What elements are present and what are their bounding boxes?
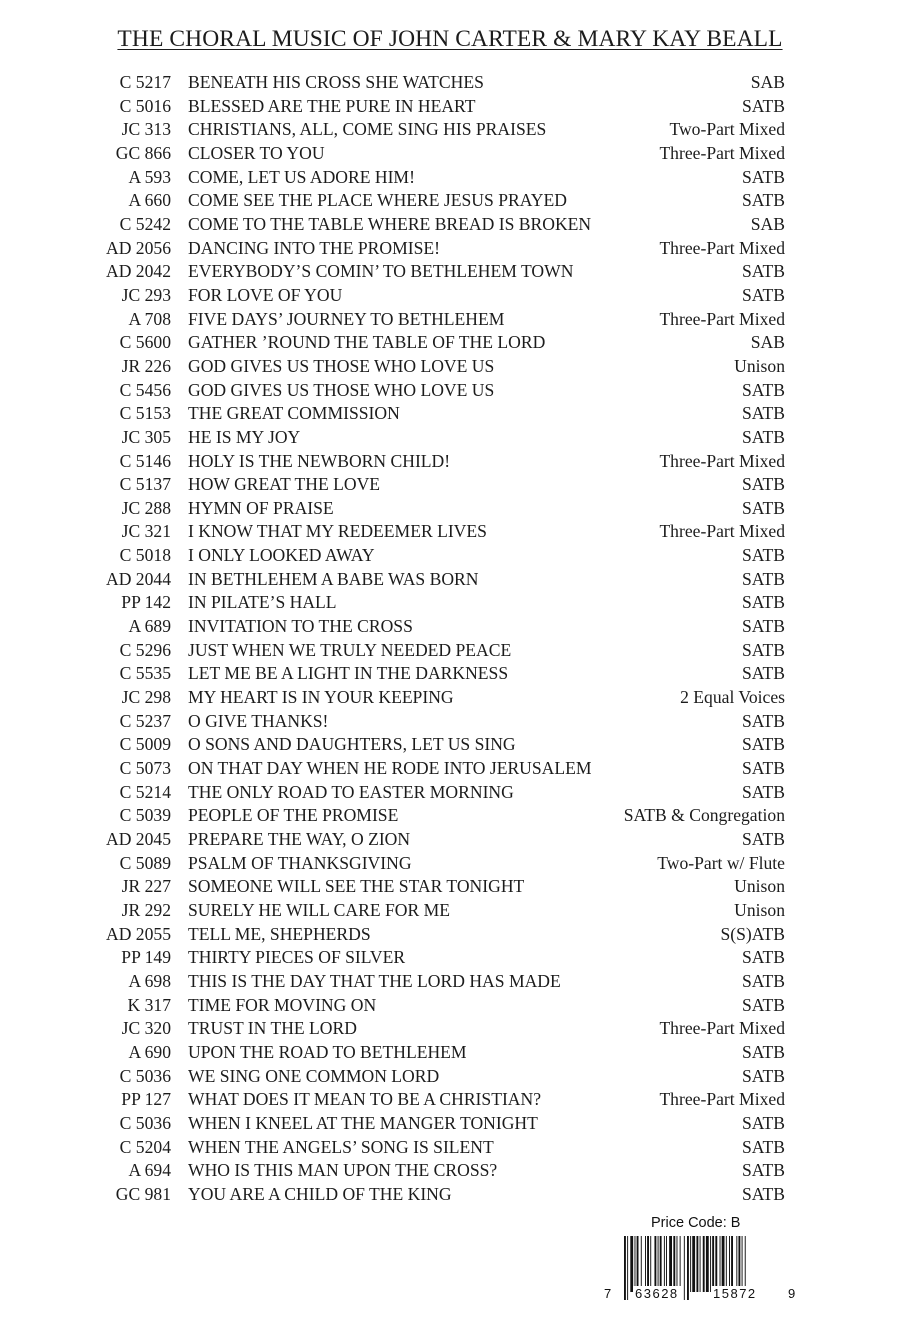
item-code: JR 227 [121,876,171,897]
item-code: JC 293 [121,284,171,305]
item-voicing: SATB [741,947,785,968]
list-item [0,970,900,994]
item-title: HOW GREAT THE LOVE [188,474,381,495]
item-title: TRUST IN THE LORD [188,1018,357,1039]
item-title: TELL ME, SHEPHERDS [188,923,371,944]
item-title: THIRTY PIECES OF SILVER [188,947,406,968]
item-title: UPON THE ROAD TO BETHLEHEM [188,1041,467,1062]
item-code: C 5036 [119,1112,171,1133]
barcode-lead-digit: 7 [604,1286,612,1301]
item-code: C 5217 [119,72,171,92]
item-code: C 5600 [119,332,171,353]
item-code: A 593 [128,166,171,187]
item-voicing: Three-Part Mixed [659,521,785,542]
list-item [0,662,900,686]
list-item [0,568,900,592]
item-title: PSALM OF THANKSGIVING [188,852,412,873]
item-title: THIS IS THE DAY THAT THE LORD HAS MADE [188,970,561,991]
item-code: C 5089 [119,852,171,873]
item-code: JR 292 [121,899,171,920]
item-title: WHAT DOES IT MEAN TO BE A CHRISTIAN? [188,1089,542,1110]
item-title: WHEN THE ANGELS’ SONG IS SILENT [188,1136,494,1157]
item-code: PP 127 [121,1089,171,1110]
item-title: MY HEART IS IN YOUR KEEPING [188,687,454,708]
item-code: A 698 [128,970,171,991]
item-code: GC 866 [115,142,171,163]
item-title: TIME FOR MOVING ON [188,994,377,1015]
list-item [0,591,900,615]
item-title: O GIVE THANKS! [188,710,329,731]
list-item [0,1017,900,1041]
item-voicing: SATB [741,497,785,518]
item-voicing: SATB [741,616,785,637]
list-item [0,544,900,568]
list-item [0,1088,900,1112]
item-code: PP 149 [121,947,171,968]
item-title: PEOPLE OF THE PROMISE [188,805,399,826]
item-title: EVERYBODY’S COMIN’ TO BETHLEHEM TOWN [188,261,574,282]
page-title: THE CHORAL MUSIC OF JOHN CARTER & MARY KAY BEALL [117,26,783,52]
item-title: O SONS AND DAUGHTERS, LET US SING [188,734,516,755]
item-title: WHO IS THIS MAN UPON THE CROSS? [188,1160,498,1181]
list-item [0,899,900,923]
item-title: I ONLY LOOKED AWAY [188,545,375,566]
item-code: C 5237 [119,710,171,731]
item-title: WE SING ONE COMMON LORD [188,1065,440,1086]
item-voicing: SATB [741,663,785,684]
item-code: A 690 [128,1041,171,1062]
list-item [0,875,900,899]
item-code: JC 320 [121,1018,171,1039]
item-title: ON THAT DAY WHEN HE RODE INTO JERUSALEM [188,758,592,779]
item-code: JR 226 [121,355,171,376]
item-voicing: SATB [741,545,785,566]
item-voicing: SATB [741,1183,785,1204]
list-item [0,426,900,450]
catalog-list [0,71,900,1207]
item-code: AD 2056 [106,237,171,258]
list-item [0,142,900,166]
item-title: GATHER ’ROUND THE TABLE OF THE LORD [188,332,546,353]
item-voicing: SATB [741,474,785,495]
item-title: FIVE DAYS’ JOURNEY TO BETHLEHEM [188,308,505,329]
list-item [0,852,900,876]
item-title: JUST WHEN WE TRULY NEEDED PEACE [188,639,512,660]
item-code: C 5535 [119,663,171,684]
list-item [0,804,900,828]
item-voicing: SATB [741,379,785,400]
item-title: THE ONLY ROAD TO EASTER MORNING [188,781,514,802]
item-title: GOD GIVES US THOSE WHO LOVE US [188,379,495,400]
item-voicing: SAB [750,213,785,234]
item-voicing: SATB [741,1112,785,1133]
list-item [0,1183,900,1207]
item-voicing: SATB [741,758,785,779]
item-voicing: 2 Equal Voices [680,687,785,708]
item-voicing: SATB [741,426,785,447]
list-item [0,615,900,639]
item-title: THE GREAT COMMISSION [188,403,400,424]
list-item [0,118,900,142]
item-title: YOU ARE A CHILD OF THE KING [188,1183,452,1204]
item-voicing: Three-Part Mixed [659,1089,785,1110]
item-title: GOD GIVES US THOSE WHO LOVE US [188,355,495,376]
item-title: SURELY HE WILL CARE FOR ME [188,899,450,920]
item-title: IN PILATE’S HALL [188,592,337,613]
list-item [0,1112,900,1136]
item-code: C 5204 [119,1136,171,1157]
item-voicing: S(S)ATB [720,923,785,944]
item-voicing: SATB [741,1065,785,1086]
barcode-left-digits: 63628 [635,1286,679,1301]
list-item [0,1159,900,1183]
item-title: HE IS MY JOY [188,426,301,447]
item-code: AD 2045 [106,829,171,849]
list-item [0,95,900,119]
item-code: A 708 [128,308,171,329]
item-code: C 5296 [119,639,171,660]
item-code: JC 305 [121,426,171,447]
item-title: INVITATION TO THE CROSS [188,616,413,637]
barcode-check-digit: 9 [788,1286,796,1301]
item-code: C 5214 [119,781,171,802]
item-voicing: SATB & Congregation [623,805,785,826]
list-item [0,1041,900,1065]
item-title: HOLY IS THE NEWBORN CHILD! [188,450,451,471]
item-voicing: SATB [741,639,785,660]
item-code: C 5018 [119,545,171,566]
item-title: FOR LOVE OF YOU [188,284,343,305]
item-code: C 5039 [119,805,171,826]
list-item [0,757,900,781]
item-code: A 660 [128,190,171,211]
list-item [0,473,900,497]
list-item [0,520,900,544]
item-voicing: SAB [750,72,785,92]
list-item [0,686,900,710]
list-item [0,923,900,947]
item-code: AD 2055 [106,923,171,944]
item-voicing: SATB [741,1160,785,1181]
list-item [0,189,900,213]
list-item [0,946,900,970]
list-item [0,1065,900,1089]
item-voicing: SATB [741,592,785,613]
item-code: C 5016 [119,95,171,116]
list-item [0,497,900,521]
list-item [0,1136,900,1160]
item-code: A 694 [128,1160,171,1181]
item-title: HYMN OF PRAISE [188,497,334,518]
list-item [0,331,900,355]
item-title: BENEATH HIS CROSS SHE WATCHES [188,72,484,92]
item-code: GC 981 [115,1183,171,1204]
list-item [0,379,900,403]
item-voicing: Two-Part w/ Flute [657,852,785,873]
item-title: PREPARE THE WAY, O ZION [188,829,411,849]
list-item [0,308,900,332]
item-code: AD 2044 [106,568,171,589]
item-code: C 5036 [119,1065,171,1086]
list-item [0,710,900,734]
list-item [0,166,900,190]
barcode-right-digits: 15872 [713,1286,757,1301]
item-voicing: SATB [741,190,785,211]
item-code: C 5456 [119,379,171,400]
item-voicing: SATB [741,1136,785,1157]
item-title: WHEN I KNEEL AT THE MANGER TONIGHT [188,1112,538,1133]
price-code: Price Code: B [651,1215,741,1231]
item-voicing: Two-Part Mixed [669,119,785,140]
item-code: JC 321 [121,521,171,542]
item-voicing: SAB [750,332,785,353]
item-voicing: SATB [741,829,785,849]
list-item [0,284,900,308]
item-voicing: SATB [741,568,785,589]
item-voicing: Three-Part Mixed [659,450,785,471]
item-title: COME SEE THE PLACE WHERE JESUS PRAYED [188,190,567,211]
item-title: CLOSER TO YOU [188,142,325,163]
item-code: PP 142 [121,592,171,613]
item-voicing: SATB [741,734,785,755]
item-code: C 5242 [119,213,171,234]
item-code: C 5009 [119,734,171,755]
item-code: AD 2042 [106,261,171,282]
list-item [0,355,900,379]
item-code: C 5146 [119,450,171,471]
item-voicing: Unison [734,355,785,376]
list-item [0,781,900,805]
item-voicing: SATB [741,710,785,731]
item-voicing: Three-Part Mixed [659,237,785,258]
list-item [0,828,900,852]
item-code: JC 288 [121,497,171,518]
item-code: C 5153 [119,403,171,424]
item-code: JC 313 [121,119,171,140]
item-voicing: SATB [741,261,785,282]
list-item [0,71,900,95]
item-voicing: SATB [741,994,785,1015]
item-voicing: Three-Part Mixed [659,308,785,329]
list-item [0,402,900,426]
item-voicing: Three-Part Mixed [659,1018,785,1039]
item-code: C 5073 [119,758,171,779]
item-code: A 689 [128,616,171,637]
item-voicing: Unison [734,876,785,897]
item-title: IN BETHLEHEM A BABE WAS BORN [188,568,479,589]
item-title: DANCING INTO THE PROMISE! [188,237,441,258]
item-code: K 317 [127,994,171,1015]
item-title: I KNOW THAT MY REDEEMER LIVES [188,521,487,542]
list-item [0,994,900,1018]
list-item [0,733,900,757]
item-voicing: SATB [741,781,785,802]
item-voicing: SATB [741,1041,785,1062]
item-voicing: SATB [741,970,785,991]
item-code: JC 298 [121,687,171,708]
item-voicing: SATB [741,403,785,424]
item-title: COME TO THE TABLE WHERE BREAD IS BROKEN [188,213,592,234]
item-voicing: Three-Part Mixed [659,142,785,163]
item-title: COME, LET US ADORE HIM! [188,166,415,187]
list-item [0,260,900,284]
item-title: LET ME BE A LIGHT IN THE DARKNESS [188,663,509,684]
item-title: CHRISTIANS, ALL, COME SING HIS PRAISES [188,119,547,140]
item-title: SOMEONE WILL SEE THE STAR TONIGHT [188,876,525,897]
item-voicing: SATB [741,284,785,305]
list-item [0,450,900,474]
item-code: C 5137 [119,474,171,495]
list-item [0,237,900,261]
item-voicing: SATB [741,166,785,187]
list-item [0,213,900,237]
item-voicing: Unison [734,899,785,920]
list-item [0,639,900,663]
item-title: BLESSED ARE THE PURE IN HEART [188,95,476,116]
item-voicing: SATB [741,95,785,116]
